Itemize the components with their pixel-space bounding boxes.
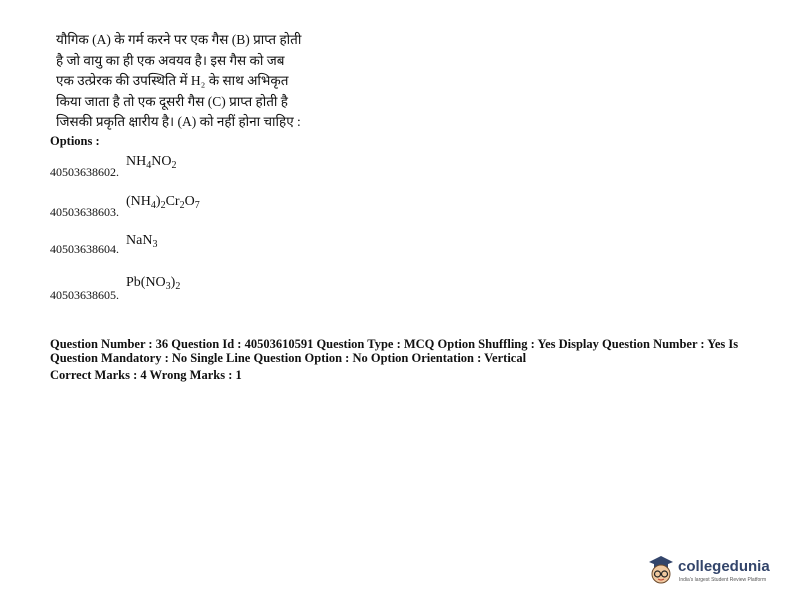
student-mascot-icon (646, 554, 676, 588)
option-id: 40503638604. (50, 242, 119, 256)
option-id: 40503638603. (50, 205, 119, 219)
options-label: Options : (50, 134, 100, 148)
option-formula: NaN$_3$ (126, 233, 158, 250)
logo-tagline: India's largest Student Review Platform (679, 577, 767, 583)
question-meta-line: Question Number : 36 Question Id : 40503610591 Question Type : MCQ Option Shuffling : Yes Display Question Number : Yes Is (50, 337, 739, 351)
logo-name: collegedunia (678, 558, 770, 575)
option-id: 40503638602. (50, 165, 119, 179)
question-text (56, 30, 306, 133)
option-formula: $(NH_4)_2Cr_2O_7$ (126, 194, 200, 211)
question-line: यौगिक (A) के गर्म करने पर एक गैस (B) प्राप्त होती (56, 32, 302, 47)
question-line: किया जाता है तो एक दूसरी गैस (C) प्राप्त होती है (56, 93, 288, 109)
marks-line: Correct Marks : 4 Wrong Marks : 1 (50, 368, 242, 382)
collegedunia-logo (646, 552, 776, 592)
option-id: 40503638605. (50, 288, 119, 302)
question-line: एक उत्प्रेरक की उपस्थिति में H₂ के साथ अभिकृत (56, 73, 289, 88)
question-line: है जो वायु का ही एक अवयव है। इस गैस को जब (56, 52, 285, 68)
option-formula: $Pb(NO_3)_2$ (126, 275, 181, 292)
option-formula: $NH_4NO_2$ (126, 154, 177, 171)
question-line: जिसकी प्रकृति क्षारीय है। (A) को नहीं होना चाहिए : (56, 114, 301, 129)
question-meta-line: Question Mandatory : No Single Line Question Option : No Option Orientation : Vertical (50, 351, 527, 365)
